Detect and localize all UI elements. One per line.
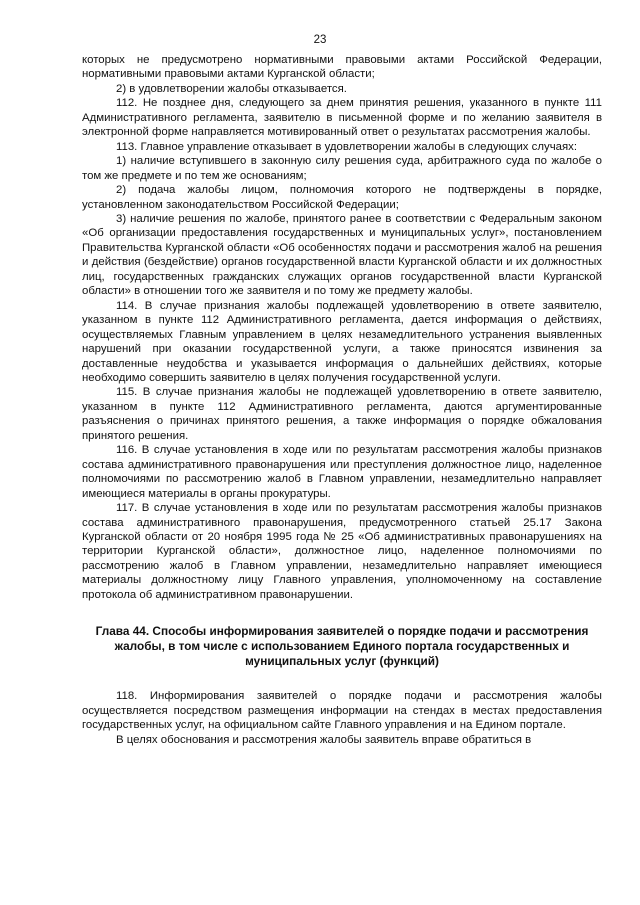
paragraph-113: 113. Главное управление отказывает в удовлетворении жалобы в следующих случаях: <box>116 140 578 153</box>
paragraph-justification: В целях обоснования и рассмотрения жалобы заявитель вправе обратиться в <box>116 733 532 746</box>
document-body <box>82 53 602 747</box>
paragraph-112: 112. Не позднее дня, следующего за днем принятия решения, указанного в пункте 111 Административного регламента, заявителю в письменной форме и по желанию заявителя в электронной форме направляется мотивированный ответ о результатах рассмотрения жалобы. <box>82 97 602 139</box>
chapter-heading: Глава 44. Способы информирования заявителей о порядке подачи и рассмотрения жалобы, в том числе с использованием Единого портала государственных и муниципальных услуг (функций) <box>95 624 589 669</box>
paragraph-continuation: которых не предусмотрено нормативными правовыми актами Российской Федерации, нормативными правовыми актами Курганской области; <box>82 54 602 81</box>
paragraph-118: 118. Информирования заявителей о порядке подачи и рассмотрения жалобы осуществляется посредством размещения информации на стендах в местах предоставления государственных услуг, на официальном сайте Главного управления и на Едином портале. <box>82 690 602 732</box>
paragraph-113-item-3: 3) наличие решения по жалобе, принятого ранее в соответствии с Федеральным законом «Об организации предоставления государственных и муниципальных услуг», постановлением Правительства Курганской области «Об особенностях подачи и рассмотрения жалоб на решения и действия (бездействие) органов государственной власти Курганской области и их должностных лиц, государственных гражданских служащих органов государственной власти Курганской области» в отношении того же заявителя и по тому же предмету жалобы. <box>82 212 602 298</box>
paragraph-114: 114. В случае признания жалобы подлежащей удовлетворению в ответе заявителю, указанном в пункте 112 Административного регламента, дается информация о действиях, осуществляемых Главным управлением в целях незамедлительного устранения выявленных нарушений при оказании государственной услуги, а также приносятся извинения за доставленные неудобства и указывается информация о дальнейших действиях, которые необходимо совершить заявителю в целях получения государственной услуги. <box>82 299 602 384</box>
paragraph-116: 116. В случае установления в ходе или по результатам рассмотрения жалобы признаков состава административного правонарушения или преступления должностное лицо, наделенное полномочиями по рассмотрению жалоб в Главном управлении, незамедлительно направляет имеющиеся материалы в органы прокуратуры. <box>82 444 602 500</box>
paragraph-113-item-2: 2) подача жалобы лицом, полномочия которого не подтверждены в порядке, установленном законодательством Российской Федерации; <box>82 184 602 211</box>
paragraph-113-item-1: 1) наличие вступившего в законную силу решения суда, арбитражного суда по жалобе о том же предмете и по тем же основаниям; <box>82 155 602 182</box>
paragraphs-before <box>82 53 602 602</box>
paragraph-refusal: 2) в удовлетворении жалобы отказывается. <box>116 82 347 95</box>
paragraphs-after <box>82 689 602 747</box>
paragraph-115: 115. В случае признания жалобы не подлежащей удовлетворению в ответе заявителю, указанном в пункте 112 Административного регламента, даются аргументированные разъяснения о причинах принятого решения, а также информация о порядке обжалования принятого решения. <box>82 386 602 442</box>
page-number: 23 <box>313 34 327 46</box>
paragraph-117: 117. В случае установления в ходе или по результатам рассмотрения жалобы признаков состава административного правонарушения, предусмотренного статьей 25.17 Закона Курганской области от 20 ноября 1995 года № 25 «Об административных правонарушениях на территории Курганской области», должностное лицо, наделенное полномочиями по рассмотрению жалоб в Главном управлении, незамедлительно направляет имеющиеся материалы должностному лицу Главного управления, уполномоченному на составление протокола об административном правонарушении. <box>82 502 602 601</box>
